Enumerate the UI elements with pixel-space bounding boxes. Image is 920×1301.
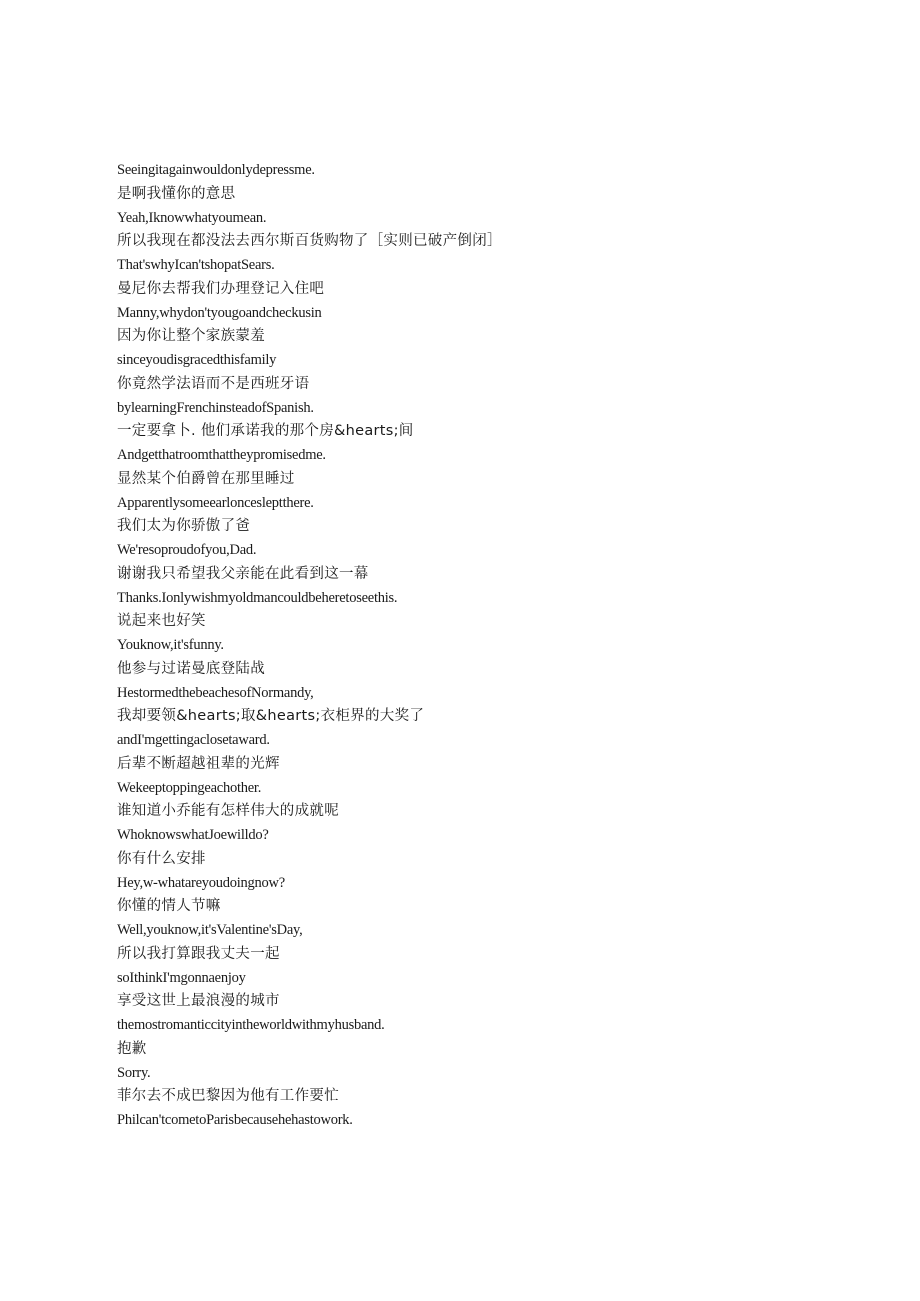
chinese-subtitle-line: 他参与过诺曼底登陆战: [117, 660, 265, 677]
english-subtitle-line: Well,youknow,it'sValentine'sDay,: [117, 922, 303, 938]
english-subtitle-line: That'swhyIcan'tshopatSears.: [117, 257, 275, 273]
english-subtitle-line: andI'mgettingaclosetaward.: [117, 732, 270, 748]
english-subtitle-line: Youknow,it'sfunny.: [117, 637, 224, 653]
chinese-subtitle-line: 谁知道小乔能有怎样伟大的成就呢: [117, 803, 339, 820]
chinese-subtitle-line: 享受这世上最浪漫的城市: [117, 993, 280, 1010]
chinese-subtitle-line: 你有什么安排: [117, 850, 206, 867]
english-subtitle-line: WhoknowswhatJoewilldo?: [117, 827, 269, 843]
chinese-subtitle-line: 谢谢我只希望我父亲能在此看到这一幕: [117, 565, 369, 582]
english-subtitle-line: Wekeeptoppingeachother.: [117, 779, 262, 796]
english-subtitle-line: Yeah,Iknowwhatyoumean.: [117, 209, 267, 226]
english-subtitle-line: Seeingitagainwouldonlydepressme.: [117, 162, 315, 178]
chinese-subtitle-line: 抱歉: [117, 1040, 147, 1057]
english-subtitle-line: Manny,whydon'tyougoandcheckusin: [117, 304, 322, 321]
english-subtitle-line: HestormedthebeachesofNormandy,: [117, 684, 314, 701]
english-subtitle-line: bylearningFrenchinsteadofSpanish.: [117, 399, 314, 416]
chinese-subtitle-line: 显然某个伯爵曾在那里睡过: [117, 470, 295, 487]
chinese-subtitle-line: 后辈不断超越祖辈的光辉: [117, 755, 280, 772]
chinese-subtitle-line: 是啊我懂你的意思: [117, 185, 236, 202]
english-subtitle-line: Thanks.Ionlywishmyoldmancouldbeheretoseethis.: [117, 589, 398, 606]
english-subtitle-line: sinceyoudisgracedthisfamily: [117, 352, 277, 368]
chinese-subtitle-line: 你竟然学法语而不是西班牙语: [117, 375, 310, 392]
chinese-subtitle-line: 因为你让整个家族蒙羞: [117, 328, 265, 345]
english-subtitle-line: Andgetthatroomthattheypromisedme.: [117, 447, 326, 463]
english-subtitle-line: Hey,w-whatareyoudoingnow?: [117, 874, 285, 891]
chinese-subtitle-line: 所以我现在都没法去西尔斯百货购物了［实则已破产倒闭］: [117, 233, 502, 250]
english-subtitle-line: We'resoproudofyou,Dad.: [117, 542, 257, 558]
english-subtitle-line: Sorry.: [117, 1064, 151, 1081]
chinese-subtitle-line: 所以我打算跟我丈夫一起: [117, 945, 280, 962]
chinese-subtitle-line: 我们太为你骄傲了爸: [117, 518, 251, 535]
chinese-subtitle-line: 曼尼你去帮我们办理登记入住吧: [117, 280, 325, 297]
english-subtitle-line: themostromanticcityintheworldwithmyhusband.: [117, 1017, 385, 1033]
english-subtitle-line: Philcan'tcometoParisbecausehehastowork.: [117, 1112, 353, 1128]
chinese-subtitle-line: 一定要拿卜. 他们承诺我的那个房&hearts;间: [117, 423, 414, 440]
english-subtitle-line: Apparentlysomeearloncesleptthere.: [117, 494, 314, 511]
chinese-subtitle-line: 你懂的情人节嘛: [117, 898, 221, 915]
chinese-subtitle-line: 菲尔去不成巴黎因为他有工作要忙: [117, 1088, 339, 1105]
chinese-subtitle-line: 我却要领&hearts;取&hearts;衣柜界的大奖了: [117, 708, 425, 725]
chinese-subtitle-line: 说起来也好笑: [117, 613, 206, 630]
subtitle-transcript: [117, 159, 877, 1133]
english-subtitle-line: soIthinkI'mgonnaenjoy: [117, 969, 246, 986]
